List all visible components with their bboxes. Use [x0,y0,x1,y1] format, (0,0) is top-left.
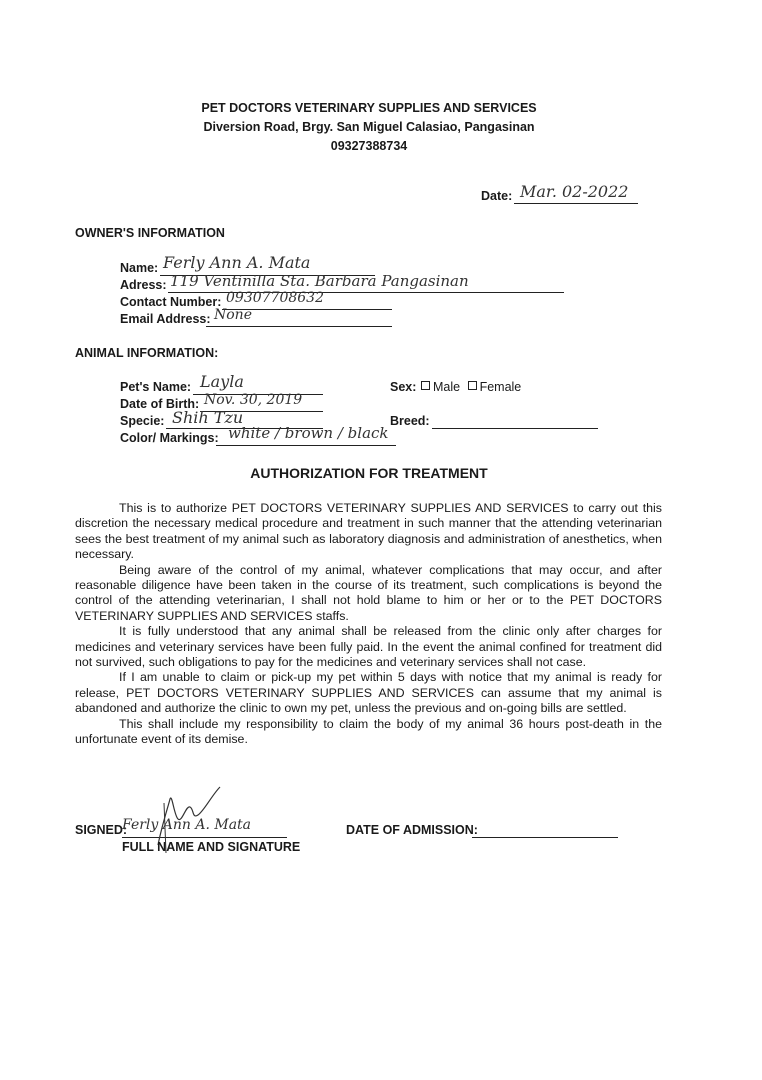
owner-contact-value: 09307708632 [226,290,324,306]
authorization-paragraph: This is to authorize PET DOCTORS VETERINARY SUPPLIES AND SERVICES to carry out this discretion the necessary medical procedure and treatment in such manner that the attending veterinarian sees the best treatment of my animal such as laboratory diagnosis and administration of anesthetics, when necessary. [75,501,662,562]
business-address: Diversion Road, Brgy. San Miguel Calasiao, Pangasinan [203,120,535,134]
specie-label: Specie: [120,414,165,428]
signature-name-value: Ferly Ann A. Mata [122,817,252,833]
date-value: Mar. 02-2022 [520,182,629,201]
authorization-paragraph: It is fully understood that any animal shall be released from the clinic only after charges for medicines and veterinary services have been fully paid. In the event the animal confined for treatment did not survived, such obligations to pay for the medicines and veterinary services shall not case. [75,624,662,670]
sex-female-label: Female [479,380,522,394]
owner-email-label: Email Address: [120,312,211,326]
breed-line [432,428,598,429]
color-line [216,445,396,446]
date-line [514,203,638,204]
owner-contact-label: Contact Number: [120,295,222,309]
date-label: Date: [481,189,513,203]
color-value: white / brown / black [228,424,389,442]
specie-value: Shih Tzu [172,408,244,427]
authorization-title: AUTHORIZATION FOR TREATMENT [250,465,488,481]
color-label: Color/ Markings: [120,431,219,445]
owner-email-value: None [214,307,252,323]
authorization-paragraph: This shall include my responsibility to claim the body of my animal 36 hours post-death in the unfortunate event of its demise. [75,716,662,747]
admission-label: DATE OF ADMISSION: [346,823,478,837]
authorization-body [75,501,662,748]
owner-name-label: Name: [120,261,159,275]
authorization-paragraph: Being aware of the control of my animal, whatever complications that may occur, and after reasonable diligence have been taken in the course of its treatment, such complications is beyond the control of the attending veterinarian, I shall not hold blame to him or her or to the PET DOCTORS VETERINARY SUPPLIES AND SERVICES staffs. [75,562,662,623]
pet-name-value: Layla [200,372,244,391]
dob-label: Date of Birth: [120,397,200,411]
owner-address-value: 119 Ventinilla Sta. Barbara Pangasinan [170,272,469,290]
signature-caption: FULL NAME AND SIGNATURE [122,840,301,854]
sex-options [417,380,521,394]
sex-female-checkbox[interactable] [468,381,477,390]
owner-heading: OWNER'S INFORMATION [75,226,225,240]
owner-name-value: Ferly Ann A. Mata [163,253,311,272]
owner-address-label: Adress: [120,278,167,292]
business-name: PET DOCTORS VETERINARY SUPPLIES AND SERVICES [201,101,537,115]
sex-male-checkbox[interactable] [421,381,430,390]
signed-label: SIGNED: [75,823,128,837]
sex-male-label: Male [433,380,461,394]
pet-name-label: Pet's Name: [120,380,192,394]
authorization-paragraph: If I am unable to claim or pick-up my pet within 5 days with notice that my animal is ready for release, PET DOCTORS VETERINARY SUPPLIES AND SERVICES can assume that my animal is abandoned and authorize the clinic to own my pet, unless the previous and on-going bills are settled. [75,670,662,716]
animal-heading: ANIMAL INFORMATION: [75,346,219,360]
dob-value: Nov. 30, 2019 [204,392,303,408]
sex-label: Sex: [390,380,417,394]
business-phone: 09327388734 [330,139,408,153]
admission-line [472,837,618,838]
owner-email-line [206,326,392,327]
breed-label: Breed: [390,414,430,428]
